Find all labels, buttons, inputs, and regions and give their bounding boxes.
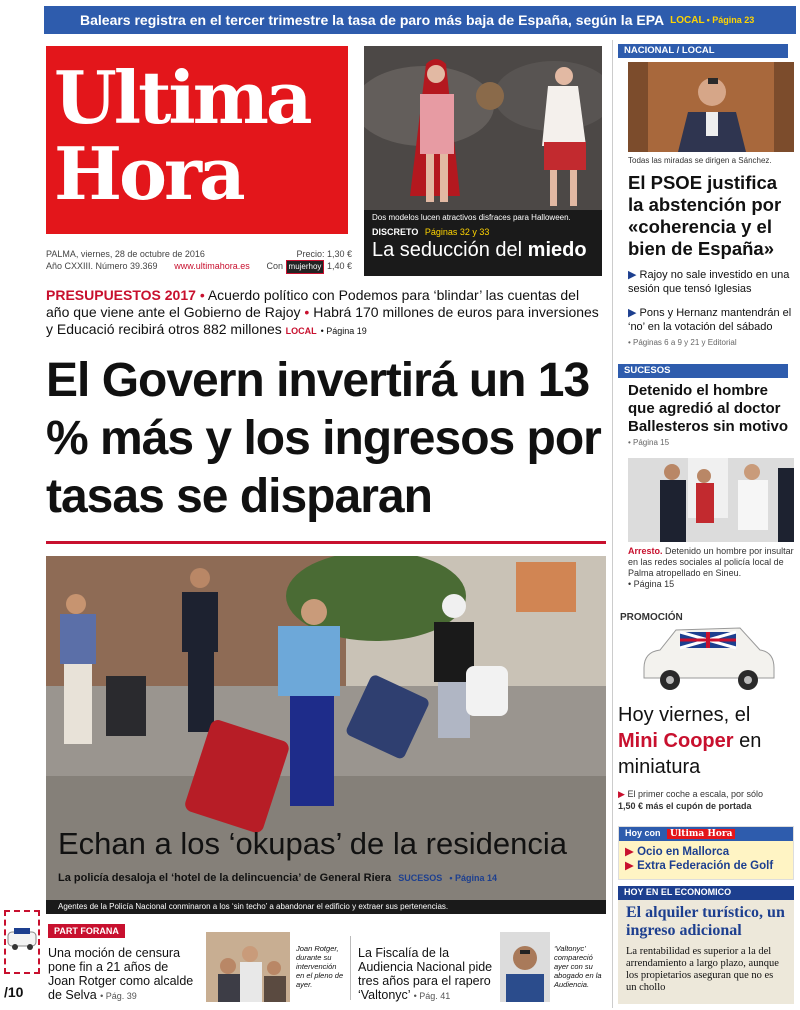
presupuestos-kicker: PRESUPUESTOS 2017 bbox=[46, 287, 196, 303]
bottom-divider bbox=[350, 936, 351, 1000]
motion-page: • Pág. 39 bbox=[100, 991, 137, 1001]
mujerhoy-logo: mujerhoy bbox=[286, 260, 325, 274]
halloween-photo[interactable] bbox=[364, 46, 602, 212]
hoy-con-label: Hoy con bbox=[625, 828, 661, 838]
arrest-page: • Página 15 bbox=[628, 579, 675, 589]
arrest-story[interactable] bbox=[628, 546, 796, 590]
hoy-con-logo: Ultima Hora bbox=[667, 829, 735, 839]
halloween-kicker: DISCRETO bbox=[372, 227, 419, 237]
mini-cooper-coupon-icon[interactable] bbox=[4, 910, 40, 974]
price: Precio: 1,30 € bbox=[296, 249, 352, 259]
promo-headline[interactable] bbox=[618, 702, 794, 780]
banner-text: Balears registra en el tercer trimestre la tasa de paro más baja de España, según la EPA bbox=[80, 12, 665, 28]
sucesos-page: • Página 15 bbox=[628, 438, 670, 447]
psoe-item-2[interactable]: ▶ Pons y Hernanz mantendrán el ‘no’ en la votación del sábado bbox=[628, 307, 792, 333]
page-reference: /10 bbox=[4, 984, 24, 1000]
okupas-headline[interactable]: Echan a los ‘okupas’ de la residencia bbox=[58, 826, 567, 861]
presupuestos-story[interactable]: PRESUPUESTOS 2017 • Acuerdo político con Podemos para ‘blindar’ las cuentas del año que viene ante el Gobierno de Rajoy • Habrá 170 millones de euros para inversiones y Educació recibirá otros 882 millones LOCAL • Página 19 bbox=[46, 287, 599, 337]
sanchez-photo[interactable] bbox=[628, 62, 794, 152]
banner-page: • Página 23 bbox=[706, 15, 755, 25]
halloween-caption: Dos modelos lucen atractivos disfraces para Halloween. bbox=[372, 213, 571, 222]
presupuestos-section: LOCAL bbox=[285, 326, 317, 336]
valtonyc-photo[interactable] bbox=[500, 932, 550, 1002]
economico-box[interactable] bbox=[618, 900, 794, 1004]
presupuestos-text-2: Habrá 170 millones de euros para inversiones y Educació recibirá otros 882 millones bbox=[46, 304, 599, 337]
motion-text: Una moción de censura pone fin a 21 años de Joan Rotger como alcalde de Selva bbox=[48, 946, 194, 1002]
okupas-caption: Agentes de la Policía Nacional conminaron a los ‘sin techo’ a abandonar el edificio y extraer sus pertenencias. bbox=[46, 900, 606, 914]
promo-head-a: Hoy viernes, el bbox=[618, 704, 751, 726]
masthead-logo[interactable] bbox=[46, 46, 348, 234]
hoy-con-bar bbox=[619, 827, 793, 841]
promo-label: PROMOCIÓN bbox=[620, 612, 683, 623]
psoe-item-1[interactable]: ▶ Rajoy no sale investido en una sesión que tensó Iglesias bbox=[628, 269, 790, 295]
top-banner-link[interactable] bbox=[44, 6, 796, 34]
arrest-label: Arresto. bbox=[628, 546, 663, 556]
issue-number: Año CXXIII. Número 39.369 bbox=[46, 261, 158, 271]
psoe-headline[interactable]: El PSOE justifica la abstención por «coherencia y el bien de España» bbox=[628, 172, 782, 259]
halloween-headline-a: La seducción del bbox=[372, 239, 523, 261]
main-headline[interactable]: El Govern invertirá un 13 % más y los ingresos por tasas se disparan bbox=[46, 354, 601, 523]
economico-subtext: La rentabilidad es superior a la del arrendamiento a largo plazo, aunque los propietarios aseguran que no es un chollo bbox=[626, 946, 779, 993]
arrest-photo[interactable] bbox=[628, 458, 794, 542]
hoy-con-list bbox=[625, 845, 773, 873]
sucesos-section-label[interactable]: SUCESOS bbox=[618, 364, 788, 378]
sucesos-headline[interactable]: Detenido el hombre que agredió al doctor Ballesteros sin motivo bbox=[628, 382, 789, 435]
presupuestos-page: • Página 19 bbox=[320, 326, 367, 336]
promo-price: 1,50 € más el cupón de portada bbox=[618, 801, 752, 811]
okupas-section: SUCESOS bbox=[398, 873, 443, 883]
hoy-con-box[interactable] bbox=[618, 826, 794, 880]
logo-line-2: Hora bbox=[54, 131, 243, 216]
okupas-page: • Página 14 bbox=[449, 873, 497, 883]
economico-headline: El alquiler turístico, un ingreso adicional bbox=[626, 904, 785, 939]
part-forana-tag: PART FORANA bbox=[48, 924, 125, 938]
mini-cooper-image[interactable] bbox=[636, 612, 778, 700]
promo-subtext: ▶ El primer coche a escala, por sólo 1,50 € más el cupón de portada bbox=[618, 789, 763, 811]
halloween-headline-b: miedo bbox=[527, 239, 587, 261]
promo-sub: El primer coche a escala, por sólo bbox=[627, 789, 763, 799]
fiscalia-text: La Fiscalía de la Audiencia Nacional pide tres años para el rapero ‘Valtonyc’ bbox=[358, 946, 493, 1002]
motion-story[interactable] bbox=[48, 946, 198, 1003]
fiscalia-story[interactable] bbox=[358, 946, 494, 1003]
halloween-caption-box[interactable] bbox=[364, 210, 602, 276]
halloween-pages: Páginas 32 y 33 bbox=[424, 227, 490, 237]
rotger-caption: Joan Rotger, durante su intervención en el pleno de ayer. bbox=[296, 944, 344, 989]
site-url[interactable]: www.ultimahora.es bbox=[174, 261, 250, 271]
nacional-section-label[interactable]: NACIONAL / LOCAL bbox=[618, 44, 788, 58]
promo-head-b: Mini Cooper bbox=[618, 730, 734, 752]
rotger-photo[interactable] bbox=[206, 932, 290, 1002]
with-label: Con bbox=[266, 261, 284, 271]
psoe-pages: • Páginas 6 a 9 y 21 y Editorial bbox=[628, 338, 737, 347]
sanchez-caption: Todas las miradas se dirigen a Sánchez. bbox=[628, 156, 772, 165]
headline-rule bbox=[46, 541, 606, 544]
dateline bbox=[46, 248, 352, 274]
arrest-text: Detenido un hombre por insultar en las redes sociales al policía local de Palma atropellado en Sineu. bbox=[628, 546, 794, 578]
promo-head-c: en miniatura bbox=[618, 730, 762, 778]
okupas-subhead bbox=[58, 872, 497, 884]
psoe-item-1-text: Rajoy no sale investido en una sesión que tensó Iglesias bbox=[628, 269, 790, 295]
with-price: 1,40 € bbox=[326, 261, 352, 271]
presupuestos-text-1: Acuerdo político con Podemos para ‘blindar’ las cuentas del año que viene ante el Gobierno de Rajoy bbox=[46, 287, 580, 320]
economico-label[interactable]: HOY EN EL ECONOMICO bbox=[618, 886, 794, 900]
hoy-con-item[interactable]: ▶ Extra Federación de Golf bbox=[625, 860, 774, 872]
okupas-subhead-text: La policía desaloja el ‘hotel de la delincuencia’ de General Riera bbox=[58, 872, 392, 884]
logo-line-1: Ultima bbox=[54, 55, 310, 140]
city-date: PALMA, viernes, 28 de octubre de 2016 bbox=[46, 249, 205, 259]
psoe-item-2-text: Pons y Hernanz mantendrán el ‘no’ en la votación del sábado bbox=[628, 307, 792, 333]
fiscalia-page: • Pág. 41 bbox=[413, 991, 451, 1001]
banner-section: LOCAL bbox=[670, 14, 705, 26]
valtonyc-caption: ‘Valtonyc’ compareció ayer con su abogado en la Audiencia. bbox=[554, 944, 602, 989]
hoy-con-item[interactable]: ▶ Ocio en Mallorca bbox=[625, 846, 730, 858]
